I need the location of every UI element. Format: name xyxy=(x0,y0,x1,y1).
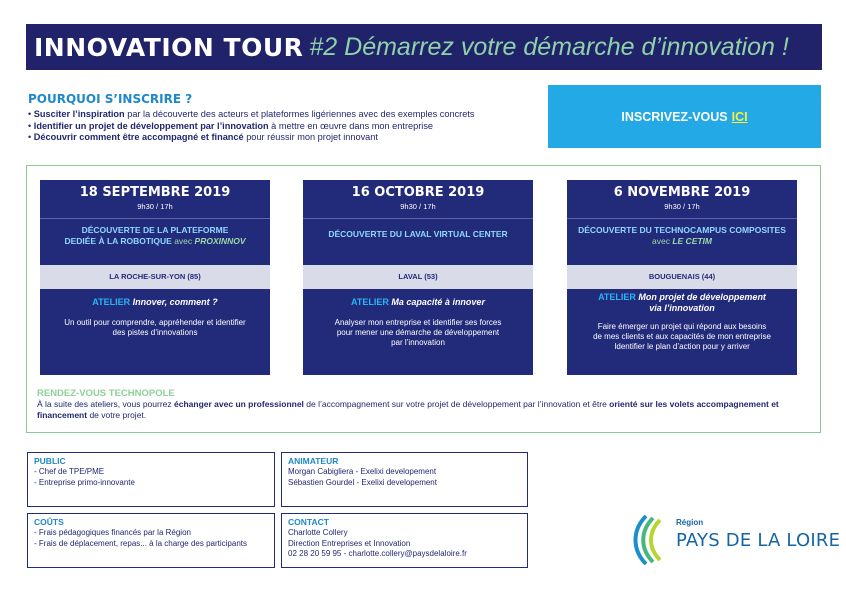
public-line: - Entreprise primo-innovante xyxy=(34,477,135,487)
discovery-avec: avec xyxy=(174,236,193,246)
why-item-rest: pour réussir mon projet innovant xyxy=(243,132,378,142)
event-location: LAVAL (53) xyxy=(303,265,533,289)
contact-line: Direction Entreprises et Innovation xyxy=(288,538,411,548)
desc-line: Faire émerger un projet qui répond aux besoins xyxy=(597,322,767,331)
event-date: 18 SEPTEMBRE 2019 xyxy=(79,185,231,200)
desc-line: Un outil pour comprendre, appréhender et identifier xyxy=(64,318,246,327)
bullet: • xyxy=(28,120,32,131)
why-item-bold: Découvrir comment être accompagné et financé xyxy=(33,132,244,142)
event-date-header xyxy=(40,180,270,218)
discovery-line-2: DEDIÉE À LA ROBOTIQUE xyxy=(64,236,172,246)
atelier-keyword: ATELIER xyxy=(598,292,636,302)
rdv-text: de l’accompagnement sur votre projet de développement par l’innovation et être xyxy=(303,399,610,409)
event-card-october xyxy=(303,180,533,375)
why-item xyxy=(28,109,538,121)
desc-line: par l’innovation xyxy=(391,338,445,347)
event-atelier xyxy=(303,289,533,375)
event-discovery xyxy=(40,218,270,265)
rendezvous-title: RENDEZ-VOUS TECHNOPOLE xyxy=(37,388,175,399)
event-hours: 9h30 / 17h xyxy=(400,202,436,211)
event-card-november xyxy=(567,180,797,375)
contact-email[interactable]: 02 28 20 59 95 - charlotte.collery@paysdelaloire.fr xyxy=(288,549,467,558)
desc-line: des pistes d’innovations xyxy=(112,328,198,337)
discovery-line: DÉCOUVERTE DU TECHNOCAMPUS COMPOSITES xyxy=(578,225,786,235)
title-bold: INNOVATION TOUR xyxy=(34,32,304,62)
contact-box xyxy=(281,513,528,568)
why-item-bold: Identifier un projet de développement par l’innovation xyxy=(33,120,269,131)
logo-region: Région xyxy=(676,518,704,527)
couts-box xyxy=(27,513,275,568)
event-hours: 9h30 / 17h xyxy=(137,202,173,211)
bullet: • xyxy=(28,132,32,142)
atelier-name: Mon projet de développement xyxy=(638,292,766,302)
event-card-september xyxy=(40,180,270,375)
event-location: BOUGUENAIS (44) xyxy=(567,265,797,289)
why-section xyxy=(28,92,538,144)
rdv-text: de votre projet. xyxy=(87,410,147,420)
discovery-partner: LE CETIM xyxy=(672,236,712,246)
why-item-rest: par la découverte des acteurs et plateformes ligériennes avec des exemples concrets xyxy=(124,109,475,119)
title-banner xyxy=(26,24,822,70)
discovery-partner: PROXINNOV xyxy=(194,236,246,246)
atelier-keyword: ATELIER xyxy=(92,297,131,307)
bullet: • xyxy=(28,109,32,119)
atelier-name: Innover, comment ? xyxy=(132,297,218,307)
why-list xyxy=(28,109,538,144)
animateur-line: Sébastien Gourdel - Exelixi developement xyxy=(288,477,437,487)
event-date-header xyxy=(303,180,533,218)
discovery-avec: avec xyxy=(651,236,670,246)
event-date: 16 OCTOBRE 2019 xyxy=(351,185,485,200)
discovery-line: DÉCOUVERTE DU LAVAL VIRTUAL CENTER xyxy=(328,229,508,239)
event-discovery xyxy=(567,218,797,265)
region-logo-mark-icon xyxy=(632,512,672,568)
desc-line: pour mener une démarche de développement xyxy=(336,328,500,337)
atelier-keyword: ATELIER xyxy=(351,297,389,307)
event-date: 6 NOVEMBRE 2019 xyxy=(613,185,751,200)
discovery-line xyxy=(40,236,270,247)
logo-name: PAYS DE LA LOIRE xyxy=(676,530,841,551)
events-frame xyxy=(26,165,821,433)
rdv-bold: orienté sur les volets accompagnement et financement xyxy=(37,399,779,420)
atelier-title xyxy=(40,297,270,308)
why-heading: POURQUOI S’INSCRIRE ? xyxy=(28,92,193,106)
desc-line: de mes clients et aux capacités de mon entreprise xyxy=(593,332,771,341)
event-discovery xyxy=(303,218,533,265)
why-item-rest: à mettre en œuvre dans mon entreprise xyxy=(268,120,434,131)
event-hours: 9h30 / 17h xyxy=(664,202,700,211)
atelier-title xyxy=(303,297,533,308)
public-title: PUBLIC xyxy=(34,456,66,466)
animateur-line: Morgan Cabigliera - Exelixi developement xyxy=(288,467,437,476)
desc-line: Identifier le plan d’action pour y arriver xyxy=(614,342,750,351)
desc-line: Analyser mon entreprise et identifier ses forces xyxy=(334,318,502,327)
why-item-bold: Susciter l’inspiration xyxy=(33,109,125,119)
atelier-description xyxy=(303,318,533,348)
atelier-description xyxy=(567,322,797,352)
register-link[interactable]: ICI xyxy=(731,109,748,124)
rendezvous-text xyxy=(37,399,807,421)
atelier-title xyxy=(567,292,797,303)
rendezvous-section xyxy=(37,388,807,421)
public-box xyxy=(27,452,275,507)
rdv-text: À la suite des ateliers, vous pourrez xyxy=(37,399,175,409)
rdv-bold: échanger avec un professionnel xyxy=(174,399,304,409)
animateur-title: ANIMATEUR xyxy=(288,456,339,466)
atelier-name-2: via l’innovation xyxy=(649,303,715,313)
region-logo xyxy=(632,512,841,568)
atelier-name: Ma capacité à innover xyxy=(391,297,485,307)
event-date-header xyxy=(567,180,797,218)
couts-title: COÛTS xyxy=(34,517,64,527)
couts-line: - Frais de déplacement, repas... à la charge des participants xyxy=(34,538,247,548)
event-atelier xyxy=(40,289,270,375)
discovery-line xyxy=(567,236,797,247)
discovery-line: DÉCOUVERTE DE LA PLATEFORME xyxy=(81,225,229,235)
register-button[interactable] xyxy=(548,85,821,148)
event-atelier xyxy=(567,289,797,375)
contact-line: Charlotte Collery xyxy=(288,528,348,537)
event-location: LA ROCHE-SUR-YON (85) xyxy=(40,265,270,289)
animateur-box xyxy=(281,452,528,507)
atelier-title-line-2 xyxy=(567,303,797,314)
public-line: - Chef de TPE/PME xyxy=(34,467,105,476)
why-item xyxy=(28,132,538,144)
register-label: INSCRIVEZ-VOUS xyxy=(621,109,728,124)
why-item xyxy=(28,121,538,133)
title-italic: #2 Démarrez votre démarche d’innovation ! xyxy=(309,32,789,61)
atelier-description xyxy=(40,318,270,338)
contact-title: CONTACT xyxy=(288,517,329,527)
couts-line: - Frais pédagogiques financés par la Région xyxy=(34,528,191,537)
